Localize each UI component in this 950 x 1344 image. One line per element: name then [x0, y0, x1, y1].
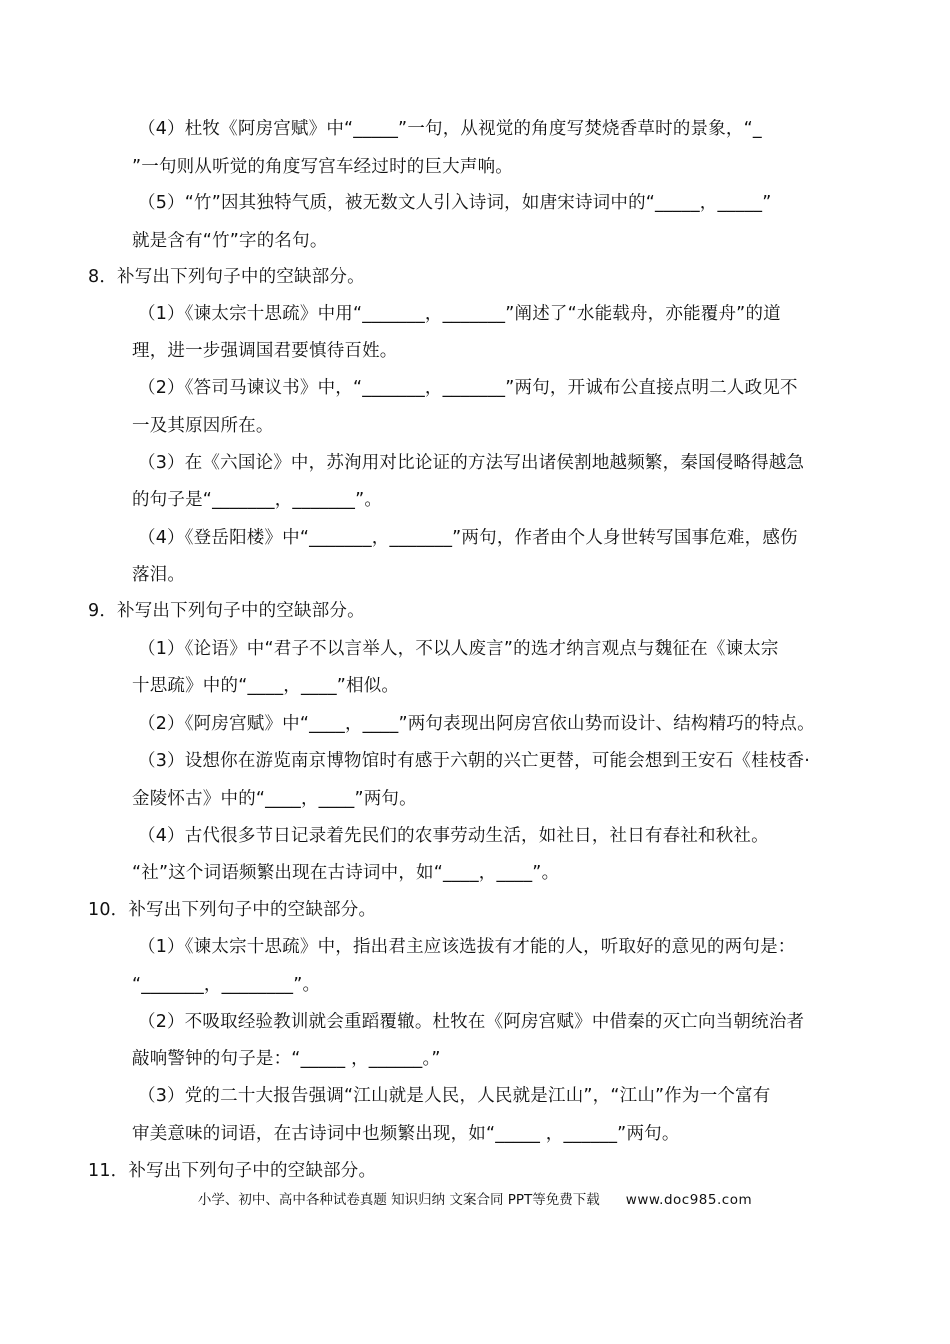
text-line: （1）《谏太宗十思疏》中，指出君主应该选拔有才能的人，听取好的意见的两句是： — [138, 937, 796, 957]
text-line: 一及其原因所在。 — [132, 416, 274, 436]
text-line: （1）《谏太宗十思疏》中用“_______，_______”阐述了“水能载舟，亦能覆舟”的道 — [138, 304, 781, 324]
page-footer — [0, 1190, 950, 1210]
question-heading: 11．补写出下列句子中的空缺部分。 — [88, 1161, 377, 1181]
question-heading: 8．补写出下列句子中的空缺部分。 — [88, 267, 365, 287]
text-line: （3）设想你在游览南京博物馆时有感于六朝的兴亡更替，可能会想到王安石《桂枝香· — [138, 751, 810, 771]
question-heading: 10．补写出下列句子中的空缺部分。 — [88, 900, 377, 920]
text-line: 就是含有“竹”字的名句。 — [132, 231, 328, 251]
text-line: 落泪。 — [132, 565, 186, 585]
text-line: （3）党的二十大报告强调“江山就是人民，人民就是江山”，“江山”作为一个富有 — [138, 1086, 771, 1106]
text-line: 审美意味的词语，在古诗词中也频繁出现，如“_____ ，______”两句。 — [132, 1124, 680, 1144]
text-line: “社”这个词语频繁出现在古诗词中，如“____，____”。 — [132, 863, 560, 883]
text-line: 的句子是“_______，_______”。 — [132, 490, 383, 510]
text-line: 金陵怀古》中的“____，____”两句。 — [132, 789, 417, 809]
text-line: “_______，________”。 — [132, 975, 321, 995]
text-line: （2）《阿房宫赋》中“____，____”两句表现出阿房宫依山势而设计、结构精巧的特点。 — [138, 714, 815, 734]
text-line: （4）古代很多节日记录着先民们的农事劳动生活，如社日，社日有春社和秋社。 — [138, 826, 769, 846]
footer-text: 小学、初中、高中各种试卷真题 知识归纳 文案合同 PPT等免费下载 — [197, 1192, 600, 1208]
text-line: （5）“竹”因其独特气质，被无数文人引入诗词，如唐宋诗词中的“_____，_____” — [138, 193, 772, 213]
footer-website-link[interactable]: www.doc985.com — [625, 1192, 753, 1208]
text-line: 理，进一步强调国君要慎待百姓。 — [132, 341, 398, 361]
text-line: （2）不吸取经验教训就会重蹈覆辙。杜牧在《阿房宫赋》中借秦的灭亡向当朝统治者 — [138, 1012, 805, 1032]
text-line: （2）《答司马谏议书》中，“_______，_______”两句，开诚布公直接点明二人政见不 — [138, 378, 798, 398]
text-line: （3）在《六国论》中，苏洵用对比论证的方法写出诸侯割地越频繁，秦国侵略得越急 — [138, 453, 805, 473]
text-line: ”一句则从听觉的角度写宫车经过时的巨大声响。 — [132, 157, 513, 177]
text-line: （1）《论语》中“君子不以言举人，不以人废言”的选才纳言观点与魏征在《谏太宗 — [138, 639, 779, 659]
text-line: （4）《登岳阳楼》中“_______，_______”两句，作者由个人身世转写国事危难，感伤 — [138, 528, 798, 548]
text-line: （4）杜牧《阿房宫赋》中“_____”一句，从视觉的角度写焚烧香草时的景象，“_ — [138, 119, 762, 139]
text-line: 敲响警钟的句子是：“_____ ，______。” — [132, 1049, 441, 1069]
text-line: 十思疏》中的“____，____”相似。 — [132, 676, 400, 696]
question-heading: 9．补写出下列句子中的空缺部分。 — [88, 601, 365, 621]
